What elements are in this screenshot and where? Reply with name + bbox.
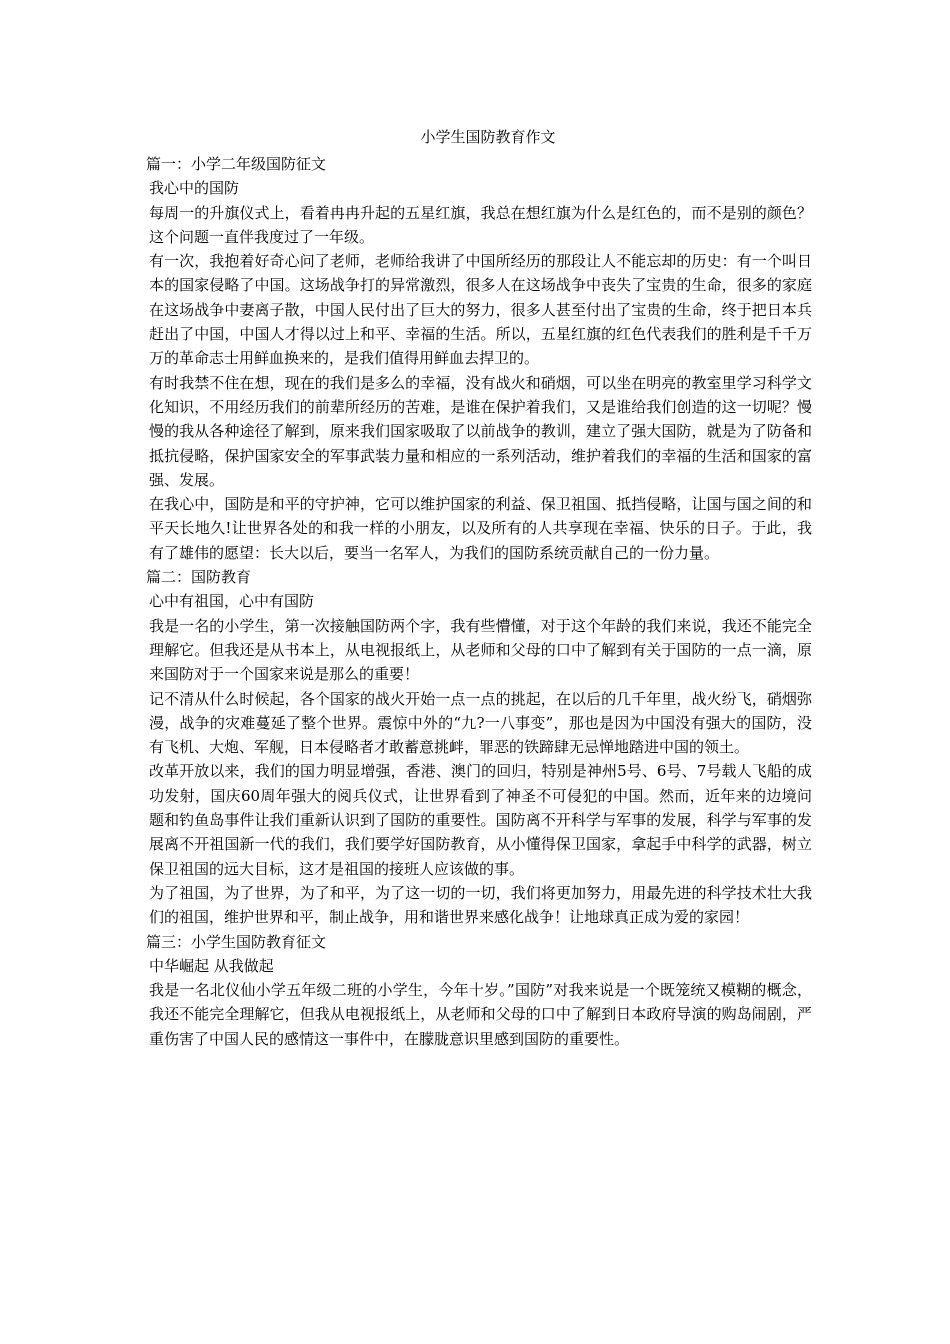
document-title: 小学生国防教育作文 (420, 128, 556, 146)
paragraph: 我是一名的小学生，第一次接触国防两个字，我有些懵懂，对于这个年龄的我们来说，我还不能完全理解它。但我还是从书本上，从电视报纸上，从老师和父母的口中了解到有关于国防的一点一滴，原来国防对于一个国家来说是那么的重要！ (149, 616, 812, 684)
subheading: 我心中的国防 (149, 179, 240, 198)
heading: 篇三：小学生国防教育征文 (146, 932, 327, 951)
paragraph: 为了祖国，为了世界，为了和平，为了这一切的一切，我们将更加努力，用最先进的科学技术壮大我们的祖国，维护世界和平，制止战争，用和谐世界来感化战争！让地球真正成为爱的家园！ (149, 883, 812, 927)
paragraph: 有一次，我抱着好奇心问了老师，老师给我讲了中国所经历的那段让人不能忘却的历史：有一个叫日本的国家侵略了中国。这场战争打的异常激烈，很多人在这场战争中丧失了宝贵的生命，很多的家庭在这场战争中妻离子散，中国人民付出了巨大的努力，很多人甚至付出了宝贵的生命，终于把日本兵赶出了中国，中国人才得以过上和平、幸福的生活。所以，五星红旗的红色代表我们的胜利是千千万万的革命志士用鲜血换来的，是我们值得用鲜血去捍卫的。 (149, 252, 812, 368)
paragraph: 改革开放以来，我们的国力明显增强，香港、澳门的回归，特别是神州5号、6号、7号载人飞船的成功发射，国庆60周年强大的阅兵仪式，让世界看到了神圣不可侵犯的中国。然而，近年来的边境问题和钓鱼岛事件让我们重新认识到了国防的重要性。国防离不开科学与军事的发展，科学与军事的发展离不开祖国新一代的我们，我们要学好国防教育，从小懂得保卫国家，拿起手中科学的武器，树立保卫祖国的远大目标，这才是祖国的接班人应该做的事。 (149, 762, 812, 878)
paragraph: 记不清从什么时候起，各个国家的战火开始一点一点的挑起，在以后的几千年里，战火纷飞，硝烟弥漫，战争的灾难蔓延了整个世界。震惊中外的“九?一八事变”，那也是因为中国没有强大的国防，没有飞机、大炮、军舰，日本侵略者才敢蓄意挑衅，罪恶的铁蹄肆无忌惮地踏进中国的领土。 (149, 689, 812, 757)
heading: 篇一：小学二年级国防征文 (146, 155, 327, 173)
paragraph: 我是一名北仪仙小学五年级二班的小学生，今年十岁。”国防”对我来说是一个既笼统又模糊的概念，我还不能完全理解它，但我从电视报纸上，从老师和父母的口中了解到日本政府导演的购岛闹剧，严重伤害了中国人民的感情这一事件中，在朦胧意识里感到国防的重要性。 (149, 981, 812, 1048)
document-page (146, 126, 812, 1051)
paragraph: 在我心中，国防是和平的守护神，它可以维护国家的利益、保卫祖国、抵挡侵略，让国与国之间的和平天长地久!让世界各处的和我一样的小朋友，以及所有的人共享现在幸福、快乐的日子。于此，我有了雄伟的愿望：长大以后，要当一名军人，为我们的国防系统贡献自己的一份力量。 (149, 495, 812, 562)
paragraph: 有时我禁不住在想，现在的我们是多么的幸福，没有战火和硝烟，可以坐在明亮的教室里学习科学文化知识，不用经历我们的前辈所经历的苦难，是谁在保护着我们，又是谁给我们创造的这一切呢？慢慢的我从各种途径了解到，原来我们国家吸取了以前战争的教训，建立了强大国防，就是为了防备和抵抗侵略，保护国家安全的军事武装力量和相应的一系列活动，维护着我们的幸福的生活和国家的富强、发展。 (149, 373, 812, 489)
paragraph: 每周一的升旗仪式上，看着冉冉升起的五星红旗，我总在想红旗为什么是红色的，而不是别的颜色？这个问题一直伴我度过了一年级。 (149, 203, 812, 246)
heading: 篇二：国防教育 (146, 568, 252, 587)
subheading: 心中有祖国，心中有国防 (149, 592, 315, 611)
subheading: 中华崛起 从我做起 (149, 956, 274, 975)
